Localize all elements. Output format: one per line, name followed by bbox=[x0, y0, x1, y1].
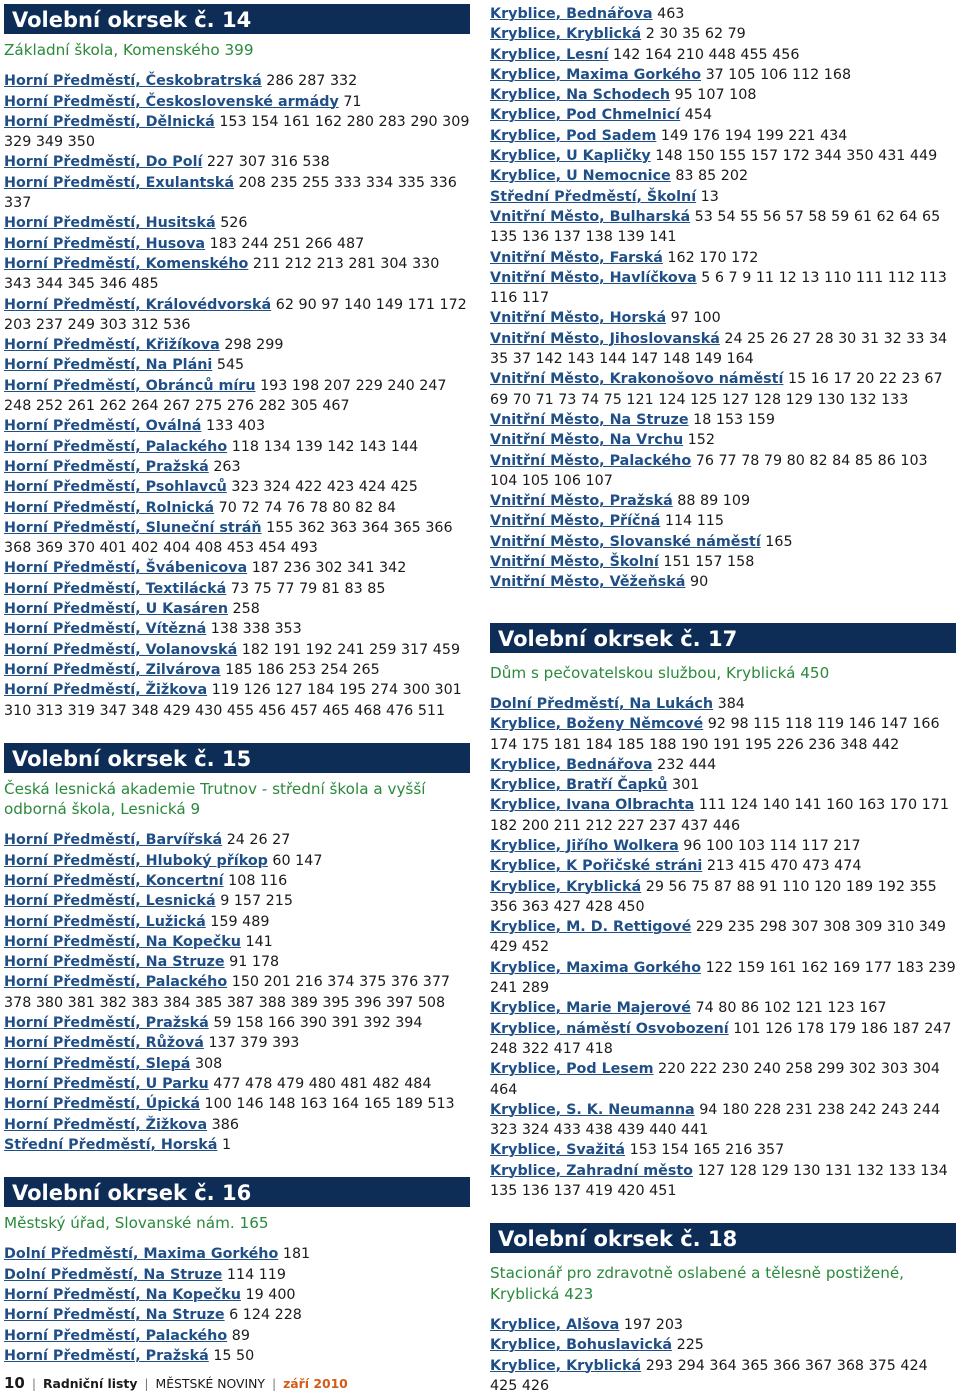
house-numbers: 94 180 228 231 238 242 243 244 323 324 433 438 439 440 441 bbox=[490, 1101, 941, 1139]
house-numbers: 119 126 127 184 195 274 300 301 310 313 319 347 348 429 430 455 456 457 465 468 476 511 bbox=[4, 682, 462, 719]
street-entry bbox=[490, 1315, 956, 1335]
street-entry bbox=[4, 1074, 470, 1094]
street-name: Vnitřní Město, Věžeňská bbox=[490, 574, 686, 591]
section-heading: Volební okrsek č. 17 bbox=[490, 623, 956, 653]
street-list bbox=[4, 1244, 470, 1366]
street-entry bbox=[4, 335, 470, 355]
polling-location: Česká lesnická akademie Trutnov - střední škola a vyšší odborná škola, Lesnická 9 bbox=[4, 779, 426, 819]
street-entry bbox=[490, 532, 956, 552]
house-numbers: 225 bbox=[676, 1337, 704, 1354]
house-numbers: 60 147 bbox=[272, 852, 323, 869]
street-entry bbox=[490, 694, 956, 714]
house-numbers: 37 105 106 112 168 bbox=[705, 66, 852, 83]
house-numbers: 6 124 228 bbox=[229, 1307, 302, 1324]
street-name: Horní Předměstí, Rolnická bbox=[4, 499, 215, 516]
house-numbers: 90 bbox=[689, 574, 709, 591]
street-name: Horní Předměstí, Obránců míru bbox=[4, 377, 256, 394]
street-name: Vnitřní Město, Farská bbox=[490, 249, 663, 266]
house-numbers: 545 bbox=[216, 357, 245, 374]
house-numbers: 153 154 165 216 357 bbox=[629, 1142, 785, 1159]
street-name: Vnitřní Město, Příčná bbox=[490, 513, 661, 530]
street-name: Horní Předměstí, U Parku bbox=[4, 1075, 209, 1092]
street-name: Kryblice, Pod Chmelnicí bbox=[490, 107, 681, 124]
street-name: Horní Předměstí, Na Struze bbox=[4, 1307, 225, 1324]
street-name: Kryblice, Lesní bbox=[490, 46, 609, 63]
street-entry bbox=[490, 308, 956, 328]
street-entry bbox=[4, 1054, 470, 1074]
street-entry bbox=[490, 4, 956, 24]
house-numbers: 83 85 202 bbox=[675, 168, 749, 185]
street-name: Kryblice, Maxima Gorkého bbox=[490, 959, 702, 976]
house-numbers: 181 bbox=[282, 1246, 311, 1263]
house-numbers: 454 bbox=[684, 107, 713, 124]
street-name: Horní Předměstí, Švábenicova bbox=[4, 560, 248, 577]
street-entry bbox=[4, 437, 470, 457]
street-name: Horní Předměstí, Palackého bbox=[4, 1327, 228, 1344]
street-entry bbox=[4, 1285, 470, 1305]
street-name: Kryblice, Kryblická bbox=[490, 878, 642, 895]
street-name: Horní Předměstí, Husitská bbox=[4, 215, 216, 232]
house-numbers: 76 77 78 79 80 82 84 85 86 103 104 105 106 107 bbox=[490, 452, 928, 489]
house-numbers: 197 203 bbox=[623, 1316, 684, 1333]
house-numbers: 29 56 75 87 88 91 110 120 189 192 355 356 363 427 428 450 bbox=[490, 878, 937, 915]
street-entry bbox=[4, 234, 470, 254]
street-name: Horní Předměstí, Na Kopečku bbox=[4, 1287, 241, 1304]
street-name: Horní Předměstí, Královédvorská bbox=[4, 296, 272, 313]
house-numbers: 70 72 74 76 78 80 82 84 bbox=[218, 499, 396, 516]
street-name: Horní Předměstí, Barvířská bbox=[4, 832, 223, 849]
house-numbers: 92 98 115 118 119 146 147 166 174 175 181 184 185 188 190 191 195 226 236 348 442 bbox=[490, 716, 940, 753]
street-entry bbox=[490, 856, 956, 876]
street-entry bbox=[490, 85, 956, 105]
section-heading: Volební okrsek č. 14 bbox=[4, 4, 470, 34]
street-name: Střední Předměstí, Školní bbox=[490, 188, 697, 205]
street-name: Vnitřní Město, Bulharská bbox=[490, 208, 691, 225]
house-numbers: 213 415 470 473 474 bbox=[706, 858, 862, 875]
house-numbers: 298 299 bbox=[224, 337, 284, 354]
house-numbers: 71 bbox=[343, 93, 362, 110]
street-entry bbox=[490, 1059, 956, 1100]
right-column bbox=[490, 4, 956, 1396]
street-name: Kryblice, Bednářova bbox=[490, 756, 653, 773]
footer-separator: | bbox=[271, 1376, 277, 1391]
street-entry bbox=[490, 1356, 956, 1396]
street-list bbox=[490, 694, 956, 1201]
street-name: Kryblice, Na Schodech bbox=[490, 87, 671, 104]
street-name: Horní Předměstí, Exulantská bbox=[4, 174, 234, 191]
street-entry bbox=[4, 1135, 470, 1155]
street-name: Vnitřní Město, Pražská bbox=[490, 493, 673, 510]
street-entry bbox=[490, 877, 956, 918]
street-name: Kryblice, S. K. Neumanna bbox=[490, 1101, 695, 1118]
street-name: Horní Předměstí, Pražská bbox=[4, 1347, 209, 1364]
street-name: Vnitřní Město, Školní bbox=[490, 554, 659, 571]
publication-name: Radniční listy bbox=[42, 1376, 138, 1391]
street-entry bbox=[490, 369, 956, 410]
house-numbers: 19 400 bbox=[245, 1287, 296, 1304]
street-name: Horní Předměstí, Lesnická bbox=[4, 893, 216, 910]
polling-location: Dům s pečovatelskou službou, Kryblická 450 bbox=[490, 663, 830, 682]
house-numbers: 386 bbox=[211, 1116, 239, 1133]
house-numbers: 108 116 bbox=[228, 872, 288, 889]
street-entry bbox=[4, 660, 470, 680]
street-name: Kryblice, Kryblická bbox=[490, 26, 642, 43]
street-list bbox=[490, 1315, 956, 1396]
house-numbers: 127 128 129 130 131 132 133 134 135 136 137 419 420 451 bbox=[490, 1162, 948, 1200]
street-entry bbox=[4, 355, 470, 375]
street-name: Dolní Předměstí, Maxima Gorkého bbox=[4, 1246, 279, 1263]
house-numbers: 100 146 148 163 164 165 189 513 bbox=[204, 1096, 455, 1113]
street-entry bbox=[490, 410, 956, 430]
street-entry bbox=[4, 579, 470, 599]
street-entry bbox=[4, 254, 470, 295]
house-numbers: 301 bbox=[672, 777, 700, 794]
street-entry bbox=[490, 430, 956, 450]
house-numbers: 24 26 27 bbox=[226, 832, 291, 849]
newspaper-name: MĚSTSKÉ NOVINY bbox=[155, 1376, 265, 1391]
street-name: Dolní Předměstí, Na Lukách bbox=[490, 695, 714, 712]
street-name: Kryblice, Zahradní město bbox=[490, 1162, 694, 1179]
street-name: Kryblice, náměstí Osvobození bbox=[490, 1020, 729, 1037]
street-entry bbox=[490, 24, 956, 44]
street-entry bbox=[4, 871, 470, 891]
street-entry bbox=[490, 207, 956, 248]
street-name: Horní Předměstí, Křižíkova bbox=[4, 337, 220, 354]
house-numbers: 258 bbox=[232, 601, 260, 618]
footer-separator: | bbox=[31, 1376, 37, 1391]
house-numbers: 53 54 55 56 57 58 59 61 62 64 65 135 136 137 138 139 141 bbox=[490, 208, 941, 246]
house-numbers: 155 362 363 364 365 366 368 369 370 401 402 404 408 453 454 493 bbox=[4, 519, 453, 557]
house-numbers: 88 89 109 bbox=[677, 493, 751, 510]
house-numbers: 62 90 97 140 149 171 172 203 237 249 303 312 536 bbox=[4, 296, 467, 333]
house-numbers: 142 164 210 448 455 456 bbox=[613, 46, 800, 63]
street-name: Kryblice, Marie Majerové bbox=[490, 1000, 691, 1017]
polling-location: Základní škola, Komenského 399 bbox=[4, 41, 254, 59]
street-entry bbox=[4, 457, 470, 477]
house-numbers: 95 107 108 bbox=[674, 87, 757, 104]
street-entry bbox=[4, 518, 470, 559]
house-numbers: 122 159 161 162 169 177 183 239 241 289 bbox=[490, 959, 956, 997]
house-numbers: 138 338 353 bbox=[210, 621, 302, 638]
street-name: Kryblice, K Pořičské stráni bbox=[490, 858, 703, 875]
street-name: Horní Předměstí, Palackého bbox=[4, 974, 228, 991]
house-numbers: 24 25 26 27 28 30 31 32 33 34 35 37 142 143 144 147 148 149 164 bbox=[490, 330, 948, 368]
house-numbers: 137 379 393 bbox=[208, 1035, 300, 1052]
street-entry bbox=[490, 572, 956, 592]
street-entry bbox=[4, 112, 470, 153]
street-entry bbox=[490, 451, 956, 492]
section-15 bbox=[4, 743, 470, 1155]
street-name: Kryblice, Alšova bbox=[490, 1316, 620, 1333]
street-name: Kryblice, Boženy Němcové bbox=[490, 716, 704, 733]
section-16 bbox=[4, 1177, 470, 1366]
house-numbers: 286 287 332 bbox=[266, 73, 358, 90]
street-name: Horní Předměstí, Komenského bbox=[4, 255, 249, 272]
street-name: Horní Předměstí, Psohlavců bbox=[4, 479, 227, 496]
street-list bbox=[4, 71, 470, 721]
footer-separator: | bbox=[144, 1376, 149, 1391]
street-entry bbox=[4, 1033, 470, 1053]
street-name: Kryblice, Pod Lesem bbox=[490, 1061, 654, 1078]
street-name: Horní Předměstí, Hluboký příkop bbox=[4, 852, 268, 869]
street-name: Kryblice, Kryblická bbox=[490, 1357, 642, 1374]
house-numbers: 229 235 298 307 308 309 310 349 429 452 bbox=[490, 919, 946, 956]
street-entry bbox=[490, 958, 956, 999]
street-name: Horní Předměstí, Koncertní bbox=[4, 872, 224, 889]
street-name: Kryblice, Ivana Olbrachta bbox=[490, 797, 695, 814]
street-entry bbox=[490, 105, 956, 125]
street-entry bbox=[490, 65, 956, 85]
house-numbers: 133 403 bbox=[206, 418, 266, 435]
house-numbers: 74 80 86 102 121 123 167 bbox=[695, 1000, 887, 1017]
street-name: Horní Předměstí, Růžová bbox=[4, 1035, 204, 1052]
street-name: Horní Předměstí, Vítězná bbox=[4, 621, 207, 638]
street-entry bbox=[4, 498, 470, 518]
street-name: Horní Předměstí, Na Pláni bbox=[4, 357, 213, 374]
street-name: Kryblice, Jiřího Wolkera bbox=[490, 837, 679, 854]
street-name: Vnitřní Město, Na Vrchu bbox=[490, 432, 684, 449]
street-list-continued bbox=[490, 4, 956, 593]
street-entry bbox=[490, 329, 956, 370]
street-name: Horní Předměstí, Lužická bbox=[4, 913, 206, 930]
section-14 bbox=[4, 4, 470, 721]
street-entry bbox=[4, 1346, 470, 1366]
street-name: Horní Předměstí, Do Polí bbox=[4, 154, 203, 171]
house-numbers: 153 154 161 162 280 283 290 309 329 349 350 bbox=[4, 113, 470, 151]
house-numbers: 97 100 bbox=[670, 310, 721, 327]
street-entry bbox=[4, 599, 470, 619]
street-name: Dolní Předměstí, Na Struze bbox=[4, 1266, 223, 1283]
street-name: Střední Předměstí, Horská bbox=[4, 1136, 218, 1153]
street-name: Vnitřní Město, Havlíčkova bbox=[490, 269, 697, 286]
house-numbers: 232 444 bbox=[657, 756, 717, 773]
street-name: Kryblice, Svažitá bbox=[490, 1142, 626, 1159]
house-numbers: 89 bbox=[231, 1327, 250, 1344]
house-numbers: 208 235 255 333 334 335 336 337 bbox=[4, 174, 457, 212]
street-entry bbox=[4, 932, 470, 952]
house-numbers: 73 75 77 79 81 83 85 bbox=[230, 580, 386, 597]
street-name: Horní Předměstí, Československé armády bbox=[4, 93, 339, 110]
street-entry bbox=[4, 912, 470, 932]
house-numbers: 159 489 bbox=[210, 913, 270, 930]
street-entry bbox=[4, 477, 470, 497]
street-entry bbox=[490, 998, 956, 1018]
street-entry bbox=[490, 836, 956, 856]
street-name: Kryblice, U Kapličky bbox=[490, 148, 651, 165]
house-numbers: 111 124 140 141 160 163 170 171 182 200 211 212 227 237 437 446 bbox=[490, 797, 949, 834]
street-entry bbox=[4, 71, 470, 91]
street-entry bbox=[4, 295, 470, 336]
house-numbers: 114 119 bbox=[226, 1266, 286, 1283]
street-name: Horní Předměstí, Na Kopečku bbox=[4, 933, 241, 950]
street-name: Horní Předměstí, Textilácká bbox=[4, 580, 227, 597]
street-name: Vnitřní Město, Krakonošovo náměstí bbox=[490, 371, 784, 388]
street-name: Horní Předměstí, Žižkova bbox=[4, 1116, 208, 1133]
house-numbers: 118 134 139 142 143 144 bbox=[231, 438, 419, 455]
street-entry bbox=[490, 917, 956, 958]
page-number: 10 bbox=[4, 1374, 25, 1392]
house-numbers: 114 115 bbox=[664, 513, 724, 530]
street-entry bbox=[490, 1019, 956, 1060]
house-numbers: 13 bbox=[700, 188, 719, 205]
house-numbers: 323 324 422 423 424 425 bbox=[231, 479, 418, 496]
house-numbers: 165 bbox=[765, 533, 793, 550]
house-numbers: 9 157 215 bbox=[220, 893, 293, 910]
street-name: Horní Předměstí, Českobratrská bbox=[4, 73, 262, 90]
house-numbers: 1 bbox=[221, 1136, 232, 1153]
house-numbers: 526 bbox=[220, 215, 248, 232]
street-name: Vnitřní Město, Palackého bbox=[490, 452, 692, 469]
left-column bbox=[4, 4, 470, 1366]
street-name: Vnitřní Město, Jihoslovanská bbox=[490, 330, 720, 347]
street-entry bbox=[4, 1265, 470, 1285]
street-entry bbox=[490, 248, 956, 268]
street-entry bbox=[4, 92, 470, 112]
house-numbers: 150 201 216 374 375 376 377 378 380 381 382 383 384 385 387 388 389 395 396 397 508 bbox=[4, 974, 451, 1011]
street-name: Vnitřní Město, Na Struze bbox=[490, 411, 689, 428]
street-entry bbox=[490, 795, 956, 836]
street-entry bbox=[4, 1305, 470, 1325]
street-name: Horní Předměstí, Palackého bbox=[4, 438, 228, 455]
house-numbers: 220 222 230 240 258 299 302 303 304 464 bbox=[490, 1061, 940, 1098]
house-numbers: 193 198 207 229 240 247 248 252 261 262 264 267 275 276 282 305 467 bbox=[4, 377, 447, 415]
street-name: Vnitřní Město, Slovanské náměstí bbox=[490, 533, 761, 550]
street-name: Horní Předměstí, Husova bbox=[4, 235, 206, 252]
street-name: Horní Předměstí, Úpická bbox=[4, 1096, 200, 1113]
street-entry bbox=[4, 152, 470, 172]
street-entry bbox=[4, 640, 470, 660]
street-name: Horní Předměstí, Oválná bbox=[4, 418, 202, 435]
house-numbers: 141 bbox=[245, 933, 273, 950]
house-numbers: 149 176 194 199 221 434 bbox=[660, 127, 848, 144]
street-entry bbox=[490, 552, 956, 572]
house-numbers: 293 294 364 365 366 367 368 375 424 425 426 bbox=[490, 1357, 928, 1394]
street-name: Kryblice, Bohuslavická bbox=[490, 1337, 673, 1354]
house-numbers: 183 244 251 266 487 bbox=[209, 235, 365, 252]
polling-location: Stacionář pro zdravotně oslabené a tělesně postižené, Kryblická 423 bbox=[490, 1264, 904, 1303]
street-entry bbox=[490, 146, 956, 166]
house-numbers: 96 100 103 114 117 217 bbox=[683, 837, 861, 854]
house-numbers: 151 157 158 bbox=[663, 554, 755, 571]
street-entry bbox=[4, 619, 470, 639]
street-name: Kryblice, Pod Sadem bbox=[490, 127, 657, 144]
street-entry bbox=[490, 511, 956, 531]
issue-date: září 2010 bbox=[283, 1376, 348, 1391]
street-entry bbox=[490, 714, 956, 755]
street-entry bbox=[490, 491, 956, 511]
street-entry bbox=[4, 851, 470, 871]
house-numbers: 5 6 7 9 11 12 13 110 111 112 113 116 117 bbox=[490, 269, 947, 307]
street-entry bbox=[4, 1115, 470, 1135]
street-entry bbox=[4, 376, 470, 417]
street-name: Kryblice, Bratří Čapků bbox=[490, 777, 668, 794]
street-entry bbox=[490, 1335, 956, 1355]
house-numbers: 211 212 213 281 304 330 343 344 345 346 485 bbox=[4, 255, 440, 293]
street-entry bbox=[4, 213, 470, 233]
street-name: Horní Předměstí, U Kasáren bbox=[4, 601, 228, 618]
street-name: Horní Předměstí, Zilvárova bbox=[4, 661, 221, 678]
section-heading: Volební okrsek č. 18 bbox=[490, 1223, 956, 1253]
street-name: Horní Předměstí, Slepá bbox=[4, 1055, 191, 1072]
street-entry bbox=[490, 1100, 956, 1141]
street-entry bbox=[4, 891, 470, 911]
street-entry bbox=[490, 166, 956, 186]
house-numbers: 162 170 172 bbox=[667, 249, 759, 266]
street-name: Kryblice, Maxima Gorkého bbox=[490, 66, 702, 83]
street-name: Horní Předměstí, Sluneční stráň bbox=[4, 519, 262, 536]
street-entry bbox=[4, 1244, 470, 1264]
street-name: Kryblice, Bednářova bbox=[490, 6, 653, 22]
house-numbers: 263 bbox=[213, 458, 241, 475]
street-entry bbox=[490, 45, 956, 65]
street-entry bbox=[4, 972, 470, 1013]
street-entry bbox=[490, 1161, 956, 1202]
street-entry bbox=[4, 1094, 470, 1114]
section-17 bbox=[490, 623, 956, 1202]
house-numbers: 15 50 bbox=[213, 1347, 255, 1364]
house-numbers: 463 bbox=[657, 6, 685, 22]
street-entry bbox=[490, 1140, 956, 1160]
street-entry bbox=[4, 680, 470, 721]
house-numbers: 187 236 302 341 342 bbox=[251, 560, 407, 577]
house-numbers: 91 178 bbox=[229, 954, 280, 971]
polling-location: Městský úřad, Slovanské nám. 165 bbox=[4, 1214, 269, 1233]
street-list bbox=[4, 830, 470, 1155]
house-numbers: 18 153 159 bbox=[693, 411, 775, 428]
street-entry bbox=[490, 126, 956, 146]
street-entry bbox=[4, 1326, 470, 1346]
street-entry bbox=[490, 775, 956, 795]
street-name: Kryblice, M. D. Rettigové bbox=[490, 919, 692, 936]
house-numbers: 148 150 155 157 172 344 350 431 449 bbox=[655, 148, 938, 165]
street-name: Horní Předměstí, Na Struze bbox=[4, 954, 225, 971]
street-name: Vnitřní Město, Horská bbox=[490, 310, 667, 327]
section-18 bbox=[490, 1223, 956, 1396]
street-name: Horní Předměstí, Dělnická bbox=[4, 113, 215, 130]
house-numbers: 185 186 253 254 265 bbox=[225, 661, 380, 678]
street-entry bbox=[490, 187, 956, 207]
house-numbers: 101 126 178 179 186 187 247 248 322 417 418 bbox=[490, 1020, 952, 1057]
house-numbers: 182 191 192 241 259 317 459 bbox=[241, 641, 461, 658]
street-entry bbox=[4, 558, 470, 578]
house-numbers: 477 478 479 480 481 482 484 bbox=[213, 1075, 432, 1092]
street-name: Horní Předměstí, Pražská bbox=[4, 1015, 209, 1032]
house-numbers: 308 bbox=[194, 1055, 223, 1072]
house-numbers: 152 bbox=[687, 432, 715, 449]
street-entry bbox=[4, 416, 470, 436]
street-name: Kryblice, U Nemocnice bbox=[490, 168, 671, 185]
page-footer bbox=[4, 1373, 348, 1393]
house-numbers: 59 158 166 390 391 392 394 bbox=[213, 1015, 423, 1032]
section-heading: Volební okrsek č. 16 bbox=[4, 1177, 470, 1207]
street-name: Horní Předměstí, Pražská bbox=[4, 458, 209, 475]
house-numbers: 15 16 17 20 22 23 67 69 70 71 73 74 75 121 124 125 127 128 129 130 132 133 bbox=[490, 371, 943, 408]
street-entry bbox=[490, 755, 956, 775]
house-numbers: 2 30 35 62 79 bbox=[645, 26, 746, 43]
street-entry bbox=[4, 1013, 470, 1033]
street-entry bbox=[4, 173, 470, 214]
section-heading: Volební okrsek č. 15 bbox=[4, 743, 470, 773]
street-name: Horní Předměstí, Žižkova bbox=[4, 682, 208, 699]
house-numbers: 384 bbox=[717, 695, 745, 712]
house-numbers: 227 307 316 538 bbox=[206, 154, 330, 171]
street-entry bbox=[4, 952, 470, 972]
street-entry bbox=[4, 830, 470, 850]
street-name: Horní Předměstí, Volanovská bbox=[4, 641, 238, 658]
street-entry bbox=[490, 268, 956, 309]
